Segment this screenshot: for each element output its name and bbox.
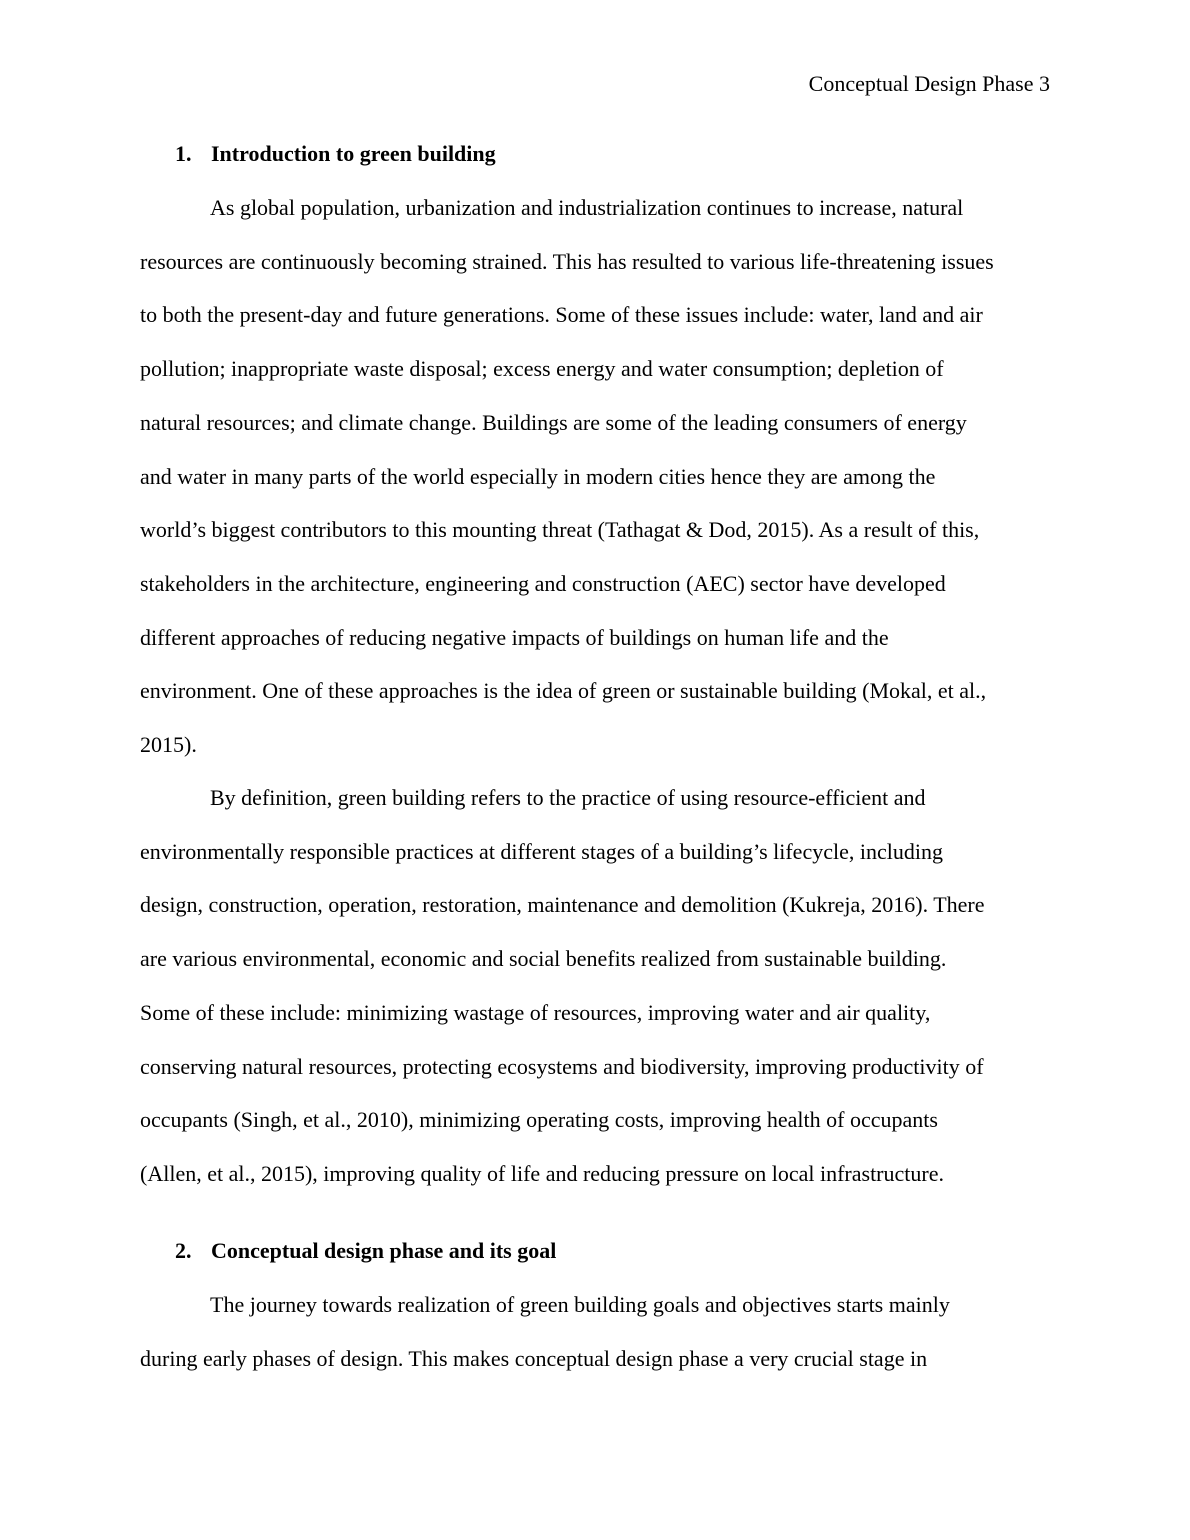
text-line: As global population, urbanization and industrialization continues to increase, natural xyxy=(210,195,964,220)
text-line: conserving natural resources, protecting ecosystems and biodiversity, improving productivity of xyxy=(140,1053,984,1079)
text-line: design, construction, operation, restoration, maintenance and demolition (Kukreja, 2016). There xyxy=(140,892,985,918)
text-line: and water in many parts of the world especially in modern cities hence they are among the xyxy=(140,463,936,489)
text-line: natural resources; and climate change. Buildings are some of the leading consumers of energy xyxy=(140,409,967,435)
section-1-paragraph-2 xyxy=(140,771,1052,1201)
section-2-heading xyxy=(175,1237,556,1265)
text-line: resources are continuously becoming strained. This has resulted to various life-threatening issues xyxy=(140,248,994,274)
text-line: Some of these include: minimizing wastage of resources, improving water and air quality, xyxy=(140,999,931,1025)
text-line: 2015). xyxy=(140,732,197,758)
section-2-number: 2. xyxy=(175,1238,192,1263)
text-line: world’s biggest contributors to this mounting threat (Tathagat & Dod, 2015). As a result of this, xyxy=(140,517,980,543)
text-line: By definition, green building refers to the practice of using resource-efficient and xyxy=(210,785,926,810)
section-1-heading xyxy=(175,140,496,168)
section-1-title: Introduction to green building xyxy=(211,141,496,166)
text-line: stakeholders in the architecture, engineering and construction (AEC) sector have developed xyxy=(140,570,946,596)
text-line: pollution; inappropriate waste disposal; excess energy and water consumption; depletion of xyxy=(140,356,944,382)
text-line: environmentally responsible practices at different stages of a building’s lifecycle, including xyxy=(140,838,943,864)
text-line: are various environmental, economic and social benefits realized from sustainable building. xyxy=(140,946,947,972)
section-2-title: Conceptual design phase and its goal xyxy=(211,1238,557,1263)
text-line: during early phases of design. This makes conceptual design phase a very crucial stage in xyxy=(140,1345,928,1371)
text-line: to both the present-day and future generations. Some of these issues include: water, land and air xyxy=(140,302,983,328)
running-head: Conceptual Design Phase 3 xyxy=(808,71,1050,96)
section-2-paragraph-1 xyxy=(140,1278,1052,1385)
text-line: environment. One of these approaches is the idea of green or sustainable building (Mokal, et al., xyxy=(140,678,987,704)
text-line: The journey towards realization of green building goals and objectives starts mainly xyxy=(210,1292,950,1317)
text-line: different approaches of reducing negative impacts of buildings on human life and the xyxy=(140,624,889,650)
section-1-number: 1. xyxy=(175,141,192,166)
section-1-paragraph-1 xyxy=(140,181,1052,772)
text-line: occupants (Singh, et al., 2010), minimizing operating costs, improving health of occupants xyxy=(140,1107,938,1133)
text-line: (Allen, et al., 2015), improving quality of life and reducing pressure on local infrastructure. xyxy=(140,1160,944,1186)
